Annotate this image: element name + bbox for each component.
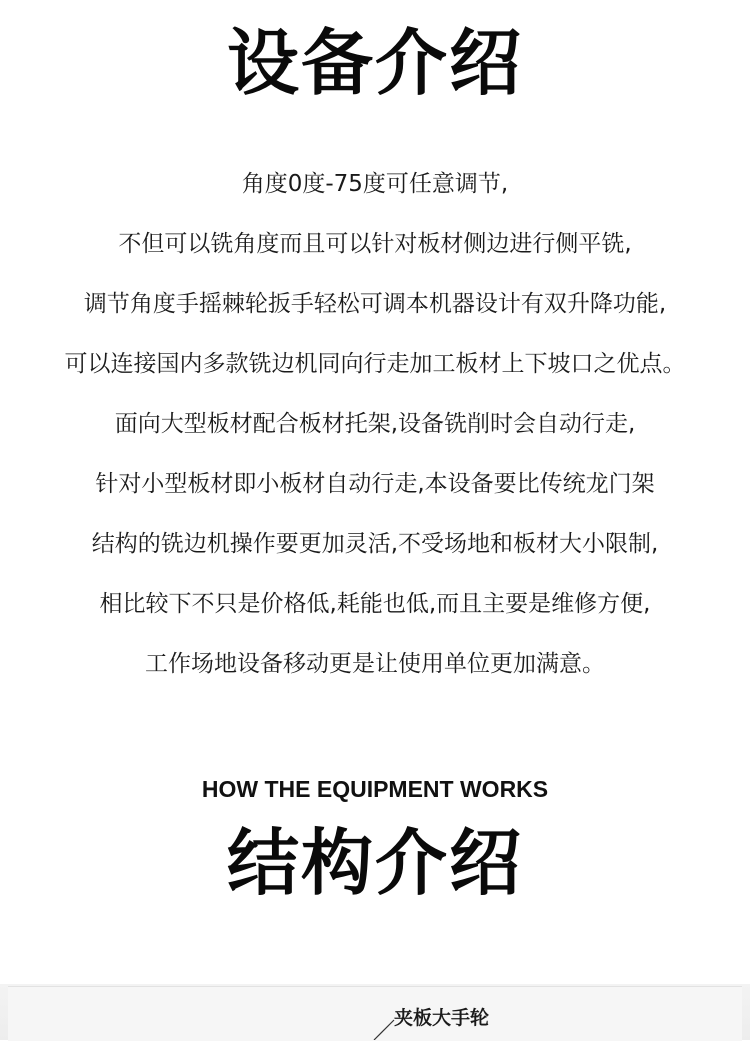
intro-description — [0, 160, 750, 700]
intro-line: 调节角度手摇棘轮扳手轻松可调本机器设计有双升降功能, — [83, 291, 667, 317]
intro-line: 相比较下不只是价格低,耗能也低,而且主要是维修方便, — [99, 591, 651, 617]
intro-line: 不但可以铣角度而且可以针对板材侧边进行侧平铣, — [118, 231, 632, 257]
intro-line: 工作场地设备移动更是让使用单位更加满意。 — [145, 651, 605, 677]
intro-line: 面向大型板材配合板材托架,设备铣削时会自动行走, — [114, 411, 636, 437]
intro-line: 针对小型板材即小板材自动行走,本设备要比传统龙门架 — [95, 471, 655, 497]
structure-title: 结构介绍 — [226, 821, 523, 905]
callout-pointer-line — [372, 1018, 396, 1040]
intro-title: 设备介绍 — [226, 21, 523, 105]
intro-line: 角度0度-75度可任意调节, — [241, 171, 509, 197]
intro-line: 结构的铣边机操作要更加灵活,不受场地和板材大小限制, — [91, 531, 659, 557]
structure-subtitle-en: HOW THE EQUIPMENT WORKS — [201, 776, 549, 802]
intro-line: 可以连接国内多款铣边机同向行走加工板材上下坡口之优点。 — [64, 351, 686, 377]
callout-pointer-stroke — [374, 1020, 394, 1040]
callout-label: 夹板大手轮 — [394, 1007, 490, 1029]
